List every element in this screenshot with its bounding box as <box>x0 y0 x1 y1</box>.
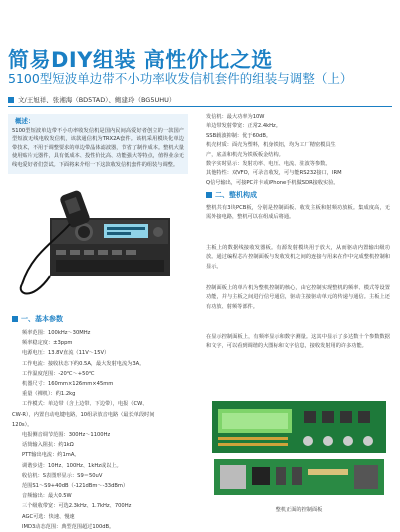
spec-list <box>12 328 188 532</box>
spec-line: 频率稳定度：±3ppm <box>22 340 73 347</box>
spec-line: 工作电流：接收状态下约0.5A，最大发射电流为3A。 <box>22 360 145 367</box>
spec-line: 收信机：S表图形显示：S9＝50uV <box>22 472 103 479</box>
header-divider <box>8 106 392 107</box>
spec-line: 调谐步进：10Hz、100Hz、1kHz或以上。 <box>22 462 122 469</box>
transmitter-spec-list <box>206 113 392 188</box>
paragraph: 控制面板上的单片机为整机控制的核心，由它控制实现整机的频率、模式等设置功能，并与主板之间进行信号通信，驱动主接驱动单元的传递与通信。主板上还有功放、射频等部件。 <box>206 285 390 310</box>
abstract-label: 概述： <box>15 117 35 125</box>
section-heading-composition <box>206 190 257 200</box>
spec-line: 三个级收带宽：可选2.3kHz、1.7kHz、700Hz <box>22 503 132 510</box>
section-heading-text: 二、整机构成 <box>215 191 257 199</box>
section-heading-basic-params <box>12 314 63 324</box>
spec-line: 重量（裸机）：约1.2kg <box>22 391 76 398</box>
spec-line: IMD3动态范围：典型范围超过100dB。 <box>22 523 115 530</box>
spec-line: 机器尺寸：160mm×126mm×45mm <box>22 381 114 388</box>
spec-line: 产，底盖和机壳为铁板板金结构。 <box>206 151 284 158</box>
spec-line: 电源电压：13.8V直流（11V～15V） <box>22 350 110 357</box>
spec-line: 机壳材质：面壳为塑料，机身铁铝，均为工厂精密模具生 <box>206 142 336 149</box>
radio-photo <box>12 184 188 308</box>
spec-line: 话筒输入阻抗：约1kΩ <box>22 442 74 449</box>
author-line <box>8 95 175 104</box>
spec-line: SSB载波抑制：优于60dB。 <box>206 132 272 139</box>
page-title: 简易DIY组装 高性价比之选 <box>8 48 273 72</box>
paragraph: 在显示控制面板上，有频率显示和数字测量。这其中显示了多达数十个参数数据和文字，可以看到调谐的大图标和文字信息，接收发射用的许多功能。 <box>206 334 390 350</box>
section-bullet-icon <box>206 192 212 198</box>
spec-line: 范围S1～S9+40dB（-121dBm～-33dBm） <box>22 483 129 490</box>
spec-line: 其他特性：双VFO，可录音收发，可与能RS232接口，IRM <box>206 170 342 177</box>
spec-line: 电报侧音调节范围：300Hz～1100Hz <box>22 432 111 439</box>
spec-line: PTT输出电流：约1mA。 <box>22 452 80 459</box>
page-subtitle: 5100型短波单边带不小功率收发信机套件的组装与调整（上） <box>8 71 353 86</box>
spec-line: 单边带发射带宽：正常2.4kHz。 <box>206 123 281 130</box>
authors-text: 文/王旭祥、张湘海（BD5TAD）、鲍建玲（BG5UHU） <box>18 96 176 104</box>
square-bullet-icon <box>8 97 14 103</box>
paragraph: 主板上的数据线接收发器板。有源发射模块用于放大，从而驱动内置输出级功放。通过编程芯片控制面板与发收发机之间的连接与用来在作中完成整机控制和显示。 <box>206 245 390 270</box>
spec-line: 120s）。 <box>12 421 33 428</box>
spec-line: 频率范围：100kHz～30MHz <box>22 330 91 336</box>
spec-line: 工作模式：单边带（含上边带、下边带），电报（CW、 <box>22 401 148 408</box>
figure-caption: 整机正面的控制面板 <box>275 507 323 513</box>
control-panel-photo <box>208 383 390 503</box>
section-bullet-icon <box>12 316 18 322</box>
spec-line: Q信号输出，可接PC并卡或iPhone手机做SDR接收实验。 <box>206 179 339 186</box>
spec-line: CW-R），内置自动电键电路，10组录放音电路（最长单段时间 <box>12 411 155 418</box>
paragraph: 整机共有3块PCB板，分别是控制面板、收发主板和射频功放板。集成度高，无需外接电路，整机可以在组成后将通。 <box>206 205 390 221</box>
spec-line: 数字实时显示：发射功率、电压、电流、驻波等参数。 <box>206 161 331 168</box>
spec-line: 发信机：最大功率为10W <box>206 114 265 120</box>
abstract-text: 5100型短波单边带不小功率收发信机是国内民间高爱好者创立的一款国产型短波无线电收发信机，该款通信机为TRX2A套件。该机采用模块化单边带技术，不用于调整要求的单边带晶体滤波器，节省了制作成本。整机大量使用贴片元器件，具有低成本、投性价比高、功能强大等特点，值得业余无线电爱好者们尝试。下面将来介绍一下这款收发信机套件的组装与调整。 <box>12 128 184 168</box>
section-heading-text: 一、基本参数 <box>21 315 63 323</box>
spec-line: 音频输出：最大0.5W <box>22 493 72 500</box>
spec-line: AGC可选：快速、慢速 <box>22 513 75 520</box>
spec-line: 工作温度范围：-20℃～+50℃ <box>22 370 95 377</box>
